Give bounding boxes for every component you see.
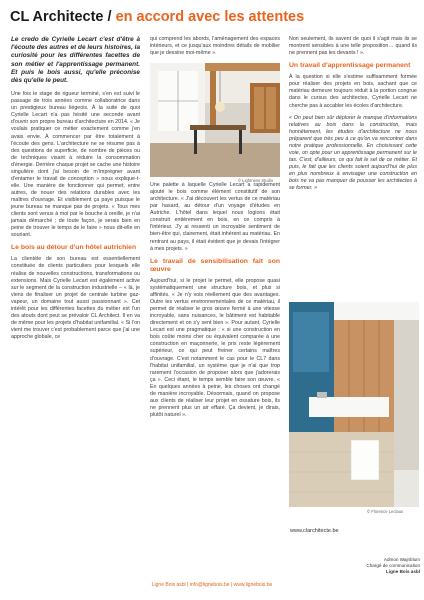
photo-caption-1: © Lightness Studio <box>238 178 274 183</box>
interior-photo-1 <box>150 63 280 177</box>
signature-role: Chargé de communication <box>366 563 420 568</box>
paragraph: Une palette à laquelle Cyrielle Lecart a rapidement ajouté le bois comme élément constitutif de son architecture. « J'ai découvert les vertus de ce matériau par hasard, au détour d'un voyage d'études en Autriche. L'hôtel dans lequel nous logions était construit entièrement en bois, en ce compris à l'intérieur. J'y ai ressenti un incroyable sentiment de bien-être qui, clairement, était inhérent au matériau. En rentrant au pays, il était évident que je devais l'intégrer à mes projets. » <box>150 182 280 252</box>
column-3 <box>289 36 417 197</box>
column-1 <box>11 36 140 346</box>
paragraph: Non seulement, ils savent de quoi il s'agit mais ils se montrent sensibles à une telle proposition… quand ils ne prennent pas les devants ! ». <box>289 36 417 57</box>
quote-paragraph: « On peut bien sûr déplorer le manque d'informations relatives au bois dans la construction, mais honnêtement, les études d'architecture ne nous préparent que très peu à ce qu'on va rencontrer dans notre pratique professionnelle. En choisissant cette voie, on opte pour un apprentissage permanent sur le tas. C'est, d'ailleurs, ce qui fait le sel de ce métier. Et puis, le fait que les clients soient aujourd'hui de plus en plus nombreux à envisager une construction en bois ne va pas manquer de pousser les architectes à se former. » <box>289 114 417 192</box>
website-url[interactable]: www.clarchitecte.be <box>290 528 339 534</box>
page-footer: Ligne Bois asbl | info@lignebois.be | www.lignebois.be <box>151 582 273 588</box>
interior-photo-2 <box>289 302 419 507</box>
lead-paragraph: Le credo de Cyrielle Lecart c'est d'être à l'écoute des autres et de leurs histoires, la curiosité pour les différentes facettes de son métier et l'apprentissage permanent. Et puis le bois aussi, qu'elle préconise dès qu'elle le peut. <box>11 36 140 85</box>
interior-photo-2-image <box>289 302 419 507</box>
section-heading: Le travail de sensibilisation fait son œuvre <box>150 257 280 273</box>
article-title <box>10 8 420 26</box>
photo-caption-2: © Florence Leclaux <box>367 509 404 514</box>
paragraph: Une fois le stage de rigueur terminé, s'en est suivi le passage de trois années comme collaboratrice dans un prestigieux bureau liégeois. À la suite de quoi Cyrielle Lecart n'a pas hésité une seconde avant d'ouvrir son propre bureau d'architecture en 2014. « Je voulais pratiquer ce métier exactement comme j'en avais envie. À commencer par être totalement à l'écoute des gens. L'architecture ne se résume pas à des questions de superficie, de nombre de pièces ou de techniques visant à réduire la consommation d'énergie. Derrière chaque projet se cache une histoire singulière dont j'ai besoin de m'imprégner avant d'entamer le travail de conception » nous explique-t-elle. Une manière de fonctionner qui permet, entre autres, de nouer des relations durables avec les maîtres d'ouvrage. Et visiblement ça paye puisque le jeune bureau ne manque pas de projets. « Tous mes clients sont venus à moi par le bouche à oreille, je n'ai jamais démarché ; de toute façon, je serais bien en peine de trouver le temps de le faire » nous dit-elle en souriant. <box>11 91 140 239</box>
paragraph: qui comprend les abords, l'aménagement des espaces intérieurs, et ce jusqu'aux moindres détails de mobilier que je dessine moi-même ». <box>150 36 280 57</box>
title-part-1: CL Architecte / <box>10 9 116 25</box>
section-heading: Un travail d'apprentissage permanent <box>289 62 411 70</box>
paragraph: Aujourd'hui, si le projet le permet, elle propose quasi systématiquement une structure bois, et plus si affinités. « Je n'y vois réellement que des avantages. Outre les vertus environnementales de ce matériau, il permet de réaliser le gros œuvre fermé à une vitesse incroyable, sans nuisances, le bâtiment est habitable directement et on s'y sent bien ». Pour autant, Cyrielle Lecart est une pragmatique : « si une construction en bois coûte moins cher ou équivalent comparée à une construction en maçonnerie, le prix reste légèrement supérieur, ce qui peut freiner certains maîtres d'ouvrage. C'est notamment le cas pour le CL7 dans l'habitat unifamilial, un système que je n'ai que trop rarement l'occasion de proposer alors que j'adorerais ça ». Ceci étant, le temps semble faire son œuvre. « En quelques années à peine, les choses ont changé de manière incroyable. Désormais, quand on propose aux clients de réaliser leur projet en ossature bois, ils ne prennent plus un air effaré. Ça devient, je dirais, plutôt naturel ». <box>150 278 280 418</box>
signature-name: Admon Wajnblum <box>383 557 420 562</box>
section-heading: Le bois au détour d'un hôtel autrichien <box>11 244 137 252</box>
paragraph: À la question si elle s'estime suffisamment formée pour réaliser des projets en bois, sachant que ce matériau demeure toujours réduit à la portion congrue dans le cursus des architectes, Cyrielle Lecart ne cherche pas à accabler les écoles d'architecture. <box>289 74 417 109</box>
interior-photo-1-image <box>150 63 280 177</box>
paragraph: La clientèle de son bureau est essentiellement constituée de clients particuliers pour lesquels elle réalise de nouvelles constructions, transformations ou extensions. Mais Cyrielle Lecart est également active sur le segment de la construction industrielle – « là, je viens de finaliser un projet de centrale turbine gaz-vapeur, un domaine tout aussi passionnant ». Cet intérêt pour les différentes facettes du métier est l'un des atouts dont peut se prévaloir CL Architect. Il en va de même pour les projets d'habitat unifamilial. « Si l'on vient me trouver c'est probablement parce que j'ai une approche globale, ce <box>11 256 140 340</box>
signature-org: Ligne Bois asbl <box>386 569 420 574</box>
title-part-2: en accord avec les attentes <box>115 9 305 25</box>
signature-block <box>340 557 420 575</box>
